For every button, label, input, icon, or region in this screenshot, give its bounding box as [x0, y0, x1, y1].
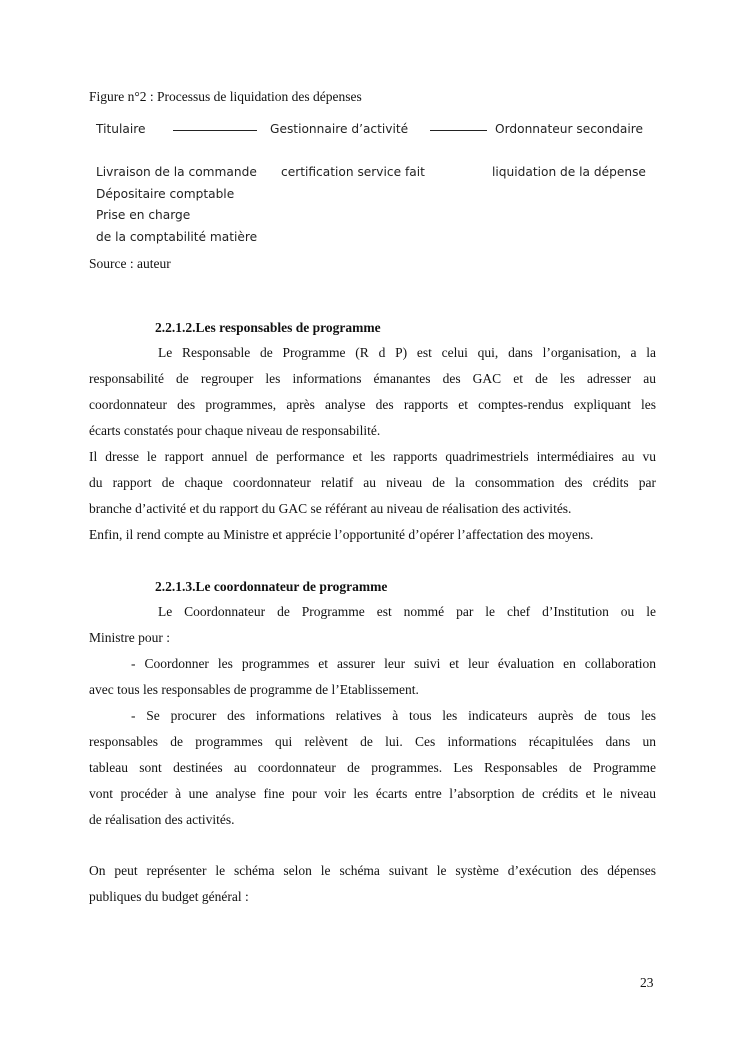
text-line: vont procéder à une analyse fine pour voir les écarts entre l’absorption de crédits et le niveau: [89, 786, 656, 801]
actor-gestionnaire: Gestionnaire d’activité: [270, 122, 409, 136]
task-certification: certification service fait: [281, 165, 425, 179]
task-prise-en-charge: Prise en charge: [96, 208, 191, 222]
text-line: coordonnateur des programmes, après analyse des rapports et comptes-rendus expliquant les: [89, 397, 656, 412]
task-depositaire: Dépositaire comptable: [96, 187, 235, 201]
section-heading: 2.2.1.3.Le coordonnateur de programme: [155, 579, 388, 594]
text-line: Le Responsable de Programme (R d P) est celui qui, dans l’organisation, a la: [158, 345, 656, 360]
connector-line: [173, 130, 257, 131]
closing-paragraph: [89, 858, 656, 910]
page-number: 23: [640, 975, 654, 990]
text-line: Enfin, il rend compte au Ministre et apprécie l’opportunité d’opérer l’affectation des moyens.: [89, 527, 594, 542]
connector-line: [430, 130, 487, 131]
text-line: avec tous les responsables de programme de l’Etablissement.: [89, 682, 419, 697]
text-line: Ministre pour :: [89, 630, 170, 645]
task-livraison: Livraison de la commande: [96, 165, 257, 179]
text-line: Il dresse le rapport annuel de performance et les rapports quadrimestriels intermédiaires au vu: [89, 449, 656, 464]
list-item: - Coordonner les programmes et assurer leur suivi et leur évaluation en collaboration: [131, 656, 656, 671]
text-line: du rapport de chaque coordonnateur relatif au niveau de la consommation des crédits par: [89, 475, 656, 490]
section-body: [89, 599, 656, 833]
actor-titulaire: Titulaire: [96, 122, 146, 136]
text-line: responsabilité de regrouper les informations émanantes des GAC et de les adresser au: [89, 371, 656, 386]
text-line: écarts constatés pour chaque niveau de responsabilité.: [89, 423, 381, 438]
list-item: - Se procurer des informations relatives à tous les indicateurs auprès de tous les: [131, 708, 656, 723]
task-comptabilite: de la comptabilité matière: [96, 230, 258, 244]
section-body: [89, 340, 656, 548]
text-line: On peut représenter le schéma selon le schéma suivant le système d’exécution des dépenses: [89, 863, 656, 878]
task-liquidation: liquidation de la dépense: [492, 165, 646, 179]
text-line: de réalisation des activités.: [89, 812, 235, 827]
text-line: branche d’activité et du rapport du GAC se référant au niveau de réalisation des activités.: [89, 501, 572, 516]
figure-caption: Figure n°2 : Processus de liquidation des dépenses: [89, 89, 362, 104]
text-line: responsables de programmes qui relèvent de lui. Ces informations récapitulées dans un: [89, 734, 656, 749]
section-heading: 2.2.1.2.Les responsables de programme: [155, 320, 381, 335]
text-line: publiques du budget général :: [89, 889, 249, 904]
figure-source: Source : auteur: [89, 256, 171, 271]
text-line: Le Coordonnateur de Programme est nommé par le chef d’Institution ou le: [158, 604, 656, 619]
actor-ordonnateur: Ordonnateur secondaire: [495, 122, 643, 136]
text-line: tableau sont destinées au coordonnateur de programmes. Les Responsables de Programme: [89, 760, 656, 775]
